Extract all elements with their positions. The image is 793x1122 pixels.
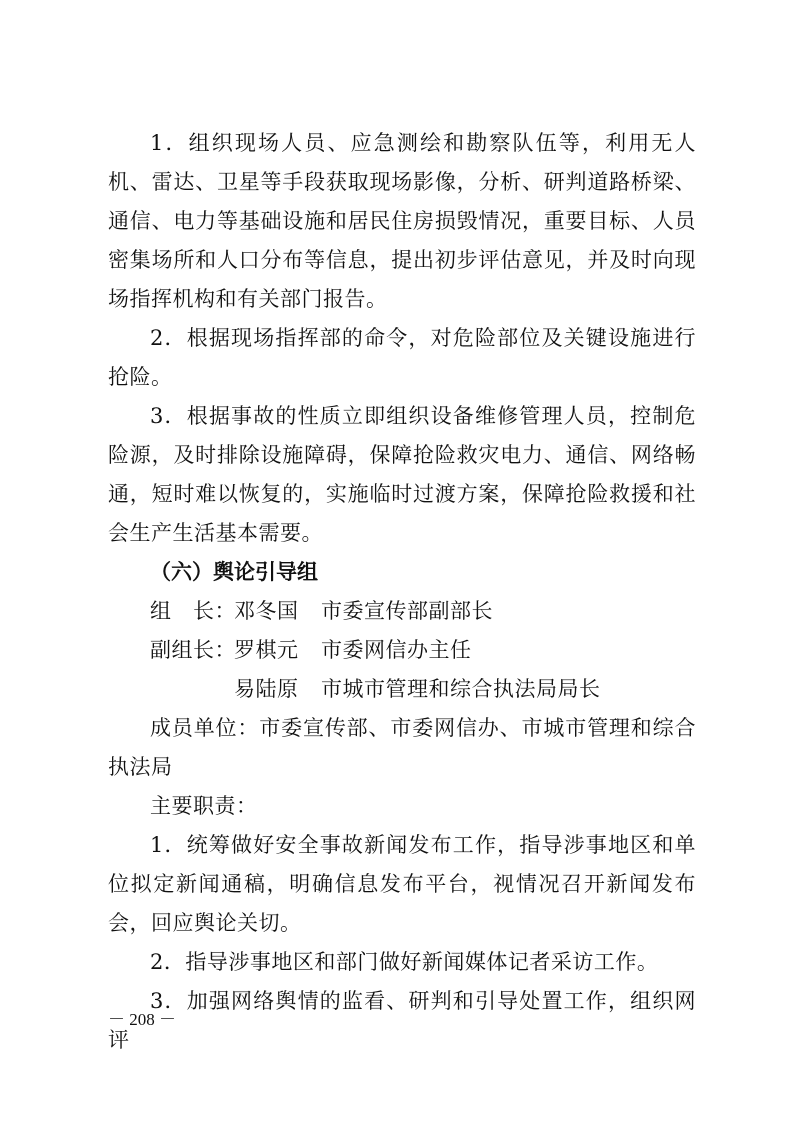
deputy-leader-row-1 <box>108 631 696 670</box>
leader-name: 邓冬国 <box>234 599 299 623</box>
leader-row <box>108 592 696 631</box>
section-heading-public-opinion-group: （六）舆论引导组 <box>150 560 318 584</box>
paragraph-duty-1-assessment: 1．组织现场人员、应急测绘和勘察队伍等，利用无人机、雷达、卫星等手段获取现场影像，分析、研判道路桥梁、通信、电力等基础设施和居民住房损毁情况，重要目标、人员密集场所和人口分布等信息，提出初步评估意见，并及时向现场指挥机构和有关部门报告。 <box>108 131 696 311</box>
leader-title: 市委宣传部副部长 <box>321 599 493 623</box>
page-number: － 208 － <box>108 1010 176 1029</box>
paragraph-duty-3-repair: 3．根据事故的性质立即组织设备维修管理人员，控制危险源，及时排除设施障碍，保障抢险救灾电力、通信、网络畅通，短时难以恢复的，实施临时过渡方案，保障抢险救援和社会生产生活基本需要。 <box>108 404 696 545</box>
paragraph-opinion-duty-1: 1．统筹做好安全事故新闻发布工作，指导涉事地区和单位拟定新闻通稿，明确信息发布平台，视情况召开新闻发布会，回应舆论关切。 <box>108 833 696 935</box>
member-units: 成员单位：市委宣传部、市委网信办、市城市管理和综合执法局 <box>108 716 696 779</box>
paragraph-duty-2-rescue: 2．根据现场指挥部的命令，对危险部位及关键设施进行抢险。 <box>108 326 696 389</box>
paragraph-opinion-duty-2: 2．指导涉事地区和部门做好新闻媒体记者采访工作。 <box>150 950 659 974</box>
paragraph-opinion-duty-3: 3．加强网络舆情的监看、研判和引导处置工作，组织网评 <box>108 989 696 1052</box>
deputy-leader-label: 副组长： <box>150 638 236 662</box>
deputy-leader-name: 易陆原 <box>234 677 299 701</box>
deputy-leader-row-2 <box>108 670 696 709</box>
deputy-leader-name: 罗棋元 <box>234 638 299 662</box>
document-body <box>108 124 696 1060</box>
deputy-leader-title: 市委网信办主任 <box>321 638 472 662</box>
duties-label: 主要职责： <box>150 794 258 818</box>
leader-label: 组 长： <box>150 599 236 623</box>
deputy-leader-title: 市城市管理和综合执法局局长 <box>321 677 601 701</box>
